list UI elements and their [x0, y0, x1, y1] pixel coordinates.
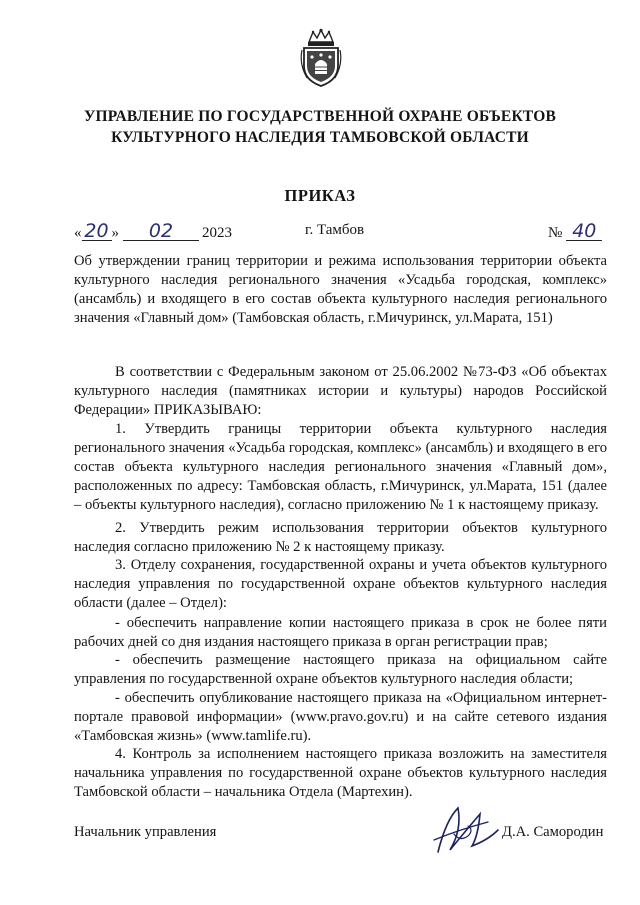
- clause-2: 2. Утвердить режим использования территории объектов культурного наследия согласно приложению № 2 к настоящему приказу.: [74, 520, 607, 555]
- order-number: [548, 222, 602, 242]
- signatory-position: Начальник управления: [74, 824, 217, 840]
- city: г. Тамбов: [305, 222, 365, 238]
- document-type: ПРИКАЗ: [284, 186, 356, 205]
- clause-1: 1. Утвердить границы территории объекта культурного наследия регионального значения «Усадьба городская, комплекс» (ансамбль) и входящего в его состав объекта культурного наследия регионального значения «Главный дом», расположенных по адресу: Тамбовская область, г.Мичуринск, ул.Марата, 151 (далее – объекты культурного наследия), согласно приложению № 1 к настоящему приказу.: [74, 421, 607, 513]
- clause-4: 4. Контроль за исполнением настоящего приказа возложить на заместителя начальника управления по государственной охране объектов культурного наследия Тамбовской области – начальника Отдела (Мартехин).: [74, 746, 607, 800]
- clause-3: 3. Отделу сохранения, государственной охраны и учета объектов культурного наследия управления по государственной охране объектов культурного наследия области (далее – Отдел):: [74, 557, 607, 611]
- signatory-name: Д.А. Самородин: [502, 824, 604, 840]
- order-date: [74, 222, 232, 242]
- clause-3-item-1: - обеспечить направление копии настоящего приказа в срок не более пяти рабочих дней со дня издания настоящего приказа в орган регистрации прав;: [74, 615, 607, 650]
- order-number-prefix: №: [548, 225, 563, 241]
- date-quote-close: »: [111, 225, 119, 241]
- order-number-value: 40: [566, 222, 602, 241]
- clause-3-item-3: - обеспечить опубликование настоящего приказа на «Официальном интернет-портале правовой информации» (www.pravo.gov.ru) и на сайте сетевого издания «Тамбовская жизнь» (www.tamlife.ru).: [74, 690, 607, 744]
- organization-name-line2: КУЛЬТУРНОГО НАСЛЕДИЯ ТАМБОВСКОЙ ОБЛАСТИ: [111, 129, 529, 146]
- date-year: 2023: [202, 225, 232, 241]
- preamble: В соответствии с Федеральным законом от 25.06.2002 №73-ФЗ «Об объектах культурного наследия (памятниках истории и культуры) народов Российской Федерации» ПРИКАЗЫВАЮ:: [74, 364, 607, 418]
- date-day: 20: [82, 222, 112, 241]
- date-quote-open: «: [74, 225, 82, 241]
- organization-name: [60, 106, 580, 148]
- order-title: Об утверждении границ территории и режима использования территории объекта культурного наследия регионального значения «Усадьба городская, комплекс» (ансамбль) и входящего в его состав объекта культурного наследия регионального значения «Главный дом» (Тамбовская область, г.Мичуринск, ул.Марата, 151): [74, 253, 607, 326]
- date-month: 02: [123, 222, 199, 241]
- coat-of-arms-icon: [299, 28, 343, 88]
- organization-name-line1: УПРАВЛЕНИЕ ПО ГОСУДАРСТВЕННОЙ ОХРАНЕ ОБЪЕКТОВ: [83, 108, 557, 125]
- clause-3-item-2: - обеспечить размещение настоящего приказа на официальном сайте управления по государственной охране объектов культурного наследия области;: [74, 652, 607, 687]
- handwritten-signature: [428, 800, 506, 862]
